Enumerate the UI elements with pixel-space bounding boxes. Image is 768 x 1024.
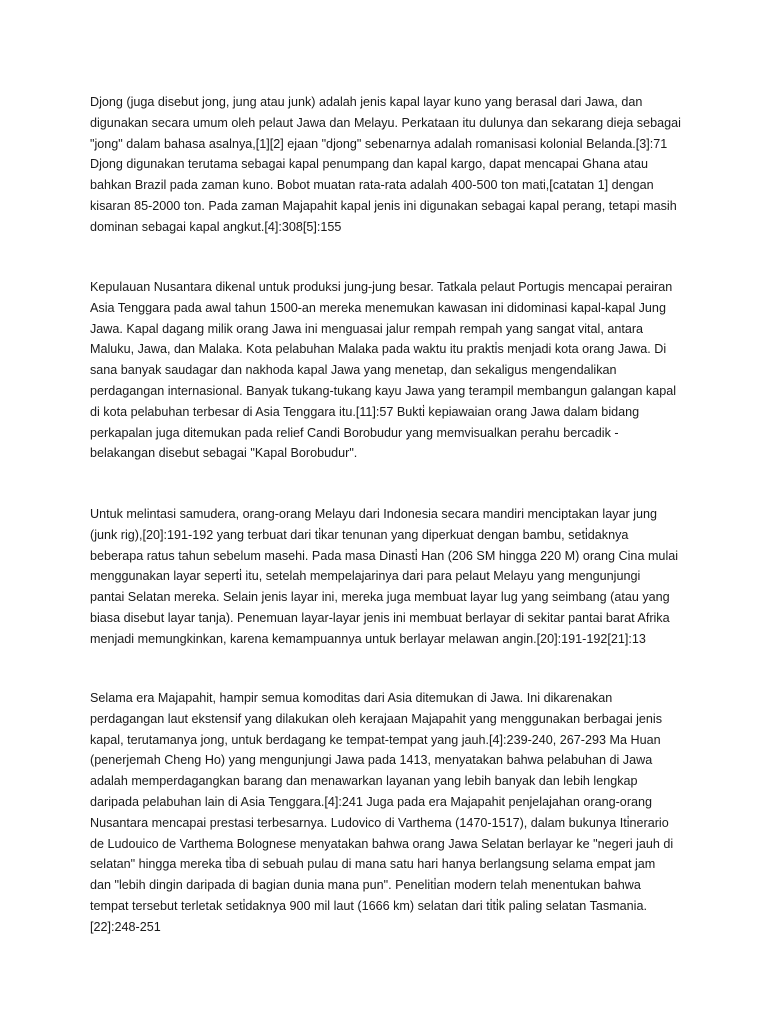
text-line: Nusantara mencapai prestasi terbesarnya. Ludovico di Varthema (1470-1517), dalam bukunya Iti̇nerario	[90, 815, 669, 830]
text-line: bahkan Brazil pada zaman kuno. Bobot muatan rata-rata adalah 400-500 ton mati,[catatan 1] dengan	[90, 178, 654, 193]
paragraph-majapahit-era	[90, 688, 690, 938]
paragraph-junk-rig	[90, 504, 690, 650]
text-line: belakangan disebut sebagai "Kapal Borobudur".	[90, 446, 358, 461]
paragraph-nusantara-shipbuilding	[90, 277, 690, 464]
text-line: menjadi memungkinkan, karena kemampuannya untuk berlayar melawan angin.[20]:191-192[21]:13	[90, 631, 646, 646]
text-line: Selama era Majapahit, hampir semua komoditas dari Asia ditemukan di Jawa. Ini dikarenakan	[90, 691, 613, 705]
text-line: menggunakan layar seperti̇ itu, setelah mempelajarinya dari para pelaut Melayu yang mengunjungi	[90, 569, 641, 584]
text-line: daripada pelabuhan lain di Asia Tenggara.[4]:241 Juga pada era Majapahit penjelajahan orang-orang	[90, 794, 653, 809]
text-line: biasa disebut layar tanja). Penemuan layar-layar jenis ini membuat berlayar di sekitar pantai barat Afrika	[90, 610, 670, 625]
text-line: digunakan secara umum oleh pelaut Jawa dan Melayu. Perkataan itu dulunya dan sekarang dieja sebagai	[90, 115, 681, 130]
text-line: selatan" hingga mereka ti̇ba di sebuah pulau di mana satu hari hanya berlangsung selama empat jam	[90, 857, 656, 872]
text-line: [22]:248-251	[90, 919, 161, 934]
text-line: Kepulauan Nusantara dikenal untuk produksi jung-jung besar. Tatkala pelaut Portugis mencapai perairan	[90, 280, 673, 294]
text-line: perdagangan internasional. Banyak tukang-tukang kayu Jawa yang terampil membangun galangan kapal	[90, 383, 677, 398]
text-line: dominan sebagai kapal angkut.[4]:308[5]:155	[90, 219, 342, 234]
text-line: di kota pelabuhan terbesar di Asia Tenggara itu.[11]:57 Bukti̇ kepiawaian orang Jawa dalam bidang	[90, 404, 640, 419]
text-line: "jong" dalam bahasa asalnya,[1][2] ejaan "djong" sebenarnya adalah romanisasi kolonial Belanda.[3]:71	[90, 136, 668, 151]
text-line: beberapa ratus tahun sebelum masehi. Pada masa Dinasti̇ Han (206 SM hingga 220 M) orang Cina mulai	[90, 548, 679, 563]
text-line: Djong digunakan terutama sebagai kapal penumpang dan kapal kargo, dapat mencapai Ghana atau	[90, 157, 649, 172]
text-line: Maluku, Jawa, dan Malaka. Kota pelabuhan Malaka pada waktu itu prakti̇s menjadi kota orang Jawa. Di	[90, 342, 667, 357]
text-line: kisaran 85-2000 ton. Pada zaman Majapahit kapal jenis ini digunakan sebagai kapal perang, tetapi masih	[90, 198, 677, 213]
text-line: perkapalan juga ditemukan pada relief Candi Borobudur yang memvisualkan perahu bercadik -	[90, 425, 619, 440]
text-line: Jawa. Kapal dagang milik orang Jawa ini menguasai jalur rempah rempah yang sangat vital, antara	[90, 321, 644, 336]
text-line: dan "lebih dingin daripada di bagian dunia mana pun". Peneliti̇an modern telah menentukan bahwa	[90, 878, 641, 893]
text-line: tempat tersebut terletak seti̇daknya 900 mil laut (1666 km) selatan dari ti̇ti̇k paling selatan Tasmania.	[90, 898, 647, 913]
text-line: Djong (juga disebut jong, jung atau junk) adalah jenis kapal layar kuno yang berasal dari Jawa, dan	[90, 95, 643, 109]
text-line: (junk rig),[20]:191-192 yang terbuat dari ti̇kar tenunan yang diperkuat dengan bambu, seti̇daknya	[90, 527, 629, 542]
paragraph-djong-definition	[90, 92, 690, 238]
text-line: perdagangan laut ekstensif yang dilakukan oleh kerajaan Majapahit yang menggunakan berbagai jenis	[90, 711, 663, 726]
text-line: (penerjemah Cheng Ho) yang mengunjungi Jawa pada 1413, menyatakan bahwa pelabuhan di Jawa	[90, 753, 653, 768]
text-line: adalah memperdagangkan barang dan menawarkan layanan yang lebih banyak dan lebih lengkap	[90, 774, 638, 789]
text-line: Asia Tenggara pada awal tahun 1500-an mereka menemukan kawasan ini didominasi kapal-kapal Jung	[90, 300, 666, 315]
text-line: de Ludouico de Varthema Bolognese menyatakan bahwa orang Jawa Selatan berlayar ke "negeri jauh di	[90, 836, 674, 851]
text-line: Untuk melintasi samudera, orang-orang Melayu dari Indonesia secara mandiri menciptakan layar jung	[90, 507, 658, 521]
text-line: pantai Selatan mereka. Selain jenis layar ini, mereka juga membuat layar lug yang seimbang (atau yang	[90, 590, 670, 605]
text-line: sana banyak saudagar dan nakhoda kapal Jawa yang menetap, dan sekaligus mengendalikan	[90, 363, 617, 378]
text-line: kapal, terutamanya jong, untuk berdagang ke tempat-tempat yang jauh.[4]:239-240, 267-293 Ma Huan	[90, 732, 661, 747]
